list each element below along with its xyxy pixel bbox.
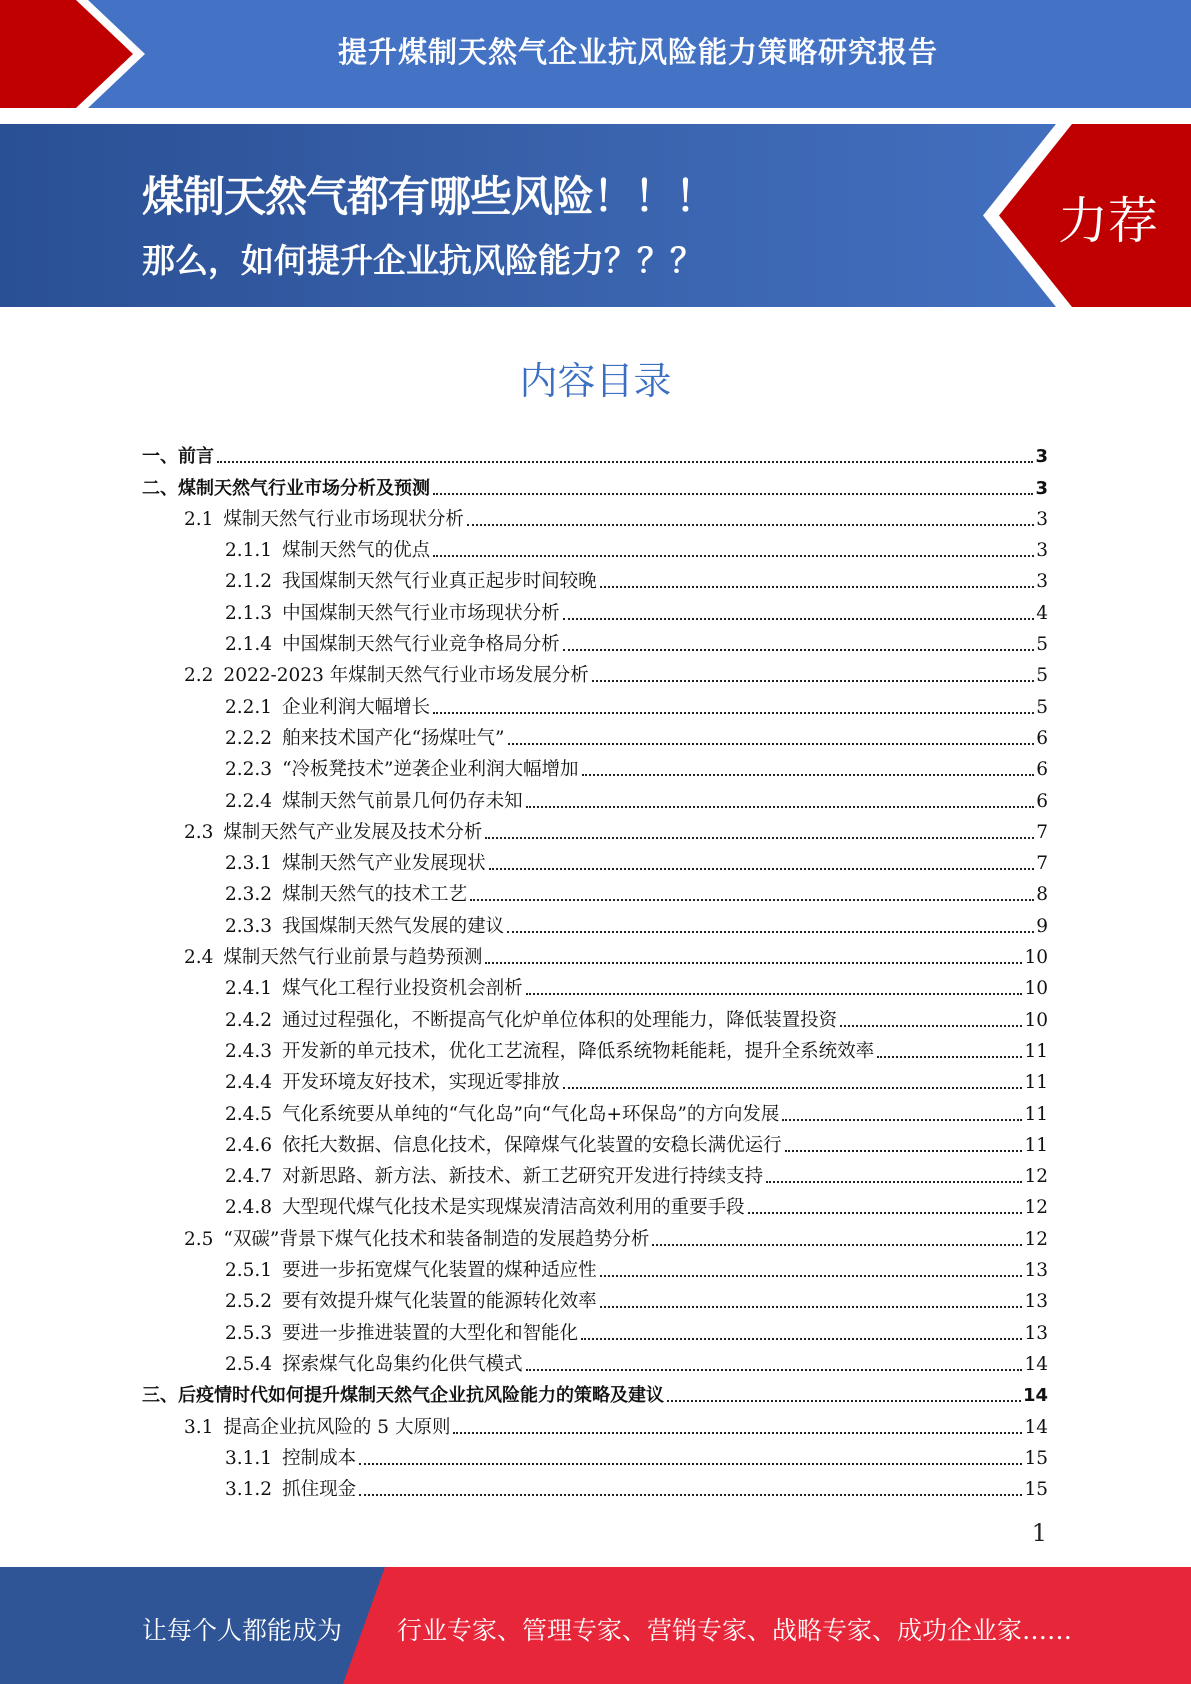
toc-entry-number: 2.2.3 <box>225 759 273 781</box>
toc-leader-dots <box>600 586 1035 588</box>
toc-entry[interactable] <box>142 1219 1048 1250</box>
headline-question: 那么，如何提升企业抗风险能力？？？ <box>142 241 703 280</box>
toc-entry-title: 气化系统要从单纯的“气化岛”向“气化岛+环保岛”的方向发展 <box>282 1103 780 1125</box>
toc-entry-label <box>142 446 214 468</box>
toc-entry-label <box>225 1041 874 1063</box>
toc-leader-dots <box>433 493 1033 495</box>
toc-entry[interactable] <box>142 687 1048 718</box>
toc-entry-title: 煤制天然气行业前景与趋势预测 <box>223 947 483 969</box>
toc-entry-label <box>225 1260 597 1282</box>
toc-entry-label <box>225 697 430 719</box>
toc-entry-page: 11 <box>1024 1040 1048 1062</box>
toc-entry-number: 2.2.4 <box>225 790 273 812</box>
toc-entry-title: 企业利润大幅增长 <box>282 696 431 718</box>
toc-entry-number: 2.2 <box>184 665 214 687</box>
toc-leader-dots <box>526 993 1023 995</box>
toc-entry-title: 煤制天然气产业发展现状 <box>282 853 486 875</box>
toc-entry-title: 依托大数据、信息化技术，保障煤气化装置的安稳长满优运行 <box>282 1134 782 1156</box>
toc-entry-label <box>225 1166 763 1188</box>
toc-entry-label <box>184 947 482 969</box>
toc-entry-number: 2.1 <box>184 508 214 530</box>
toc-entry[interactable] <box>142 593 1048 624</box>
toc-entry[interactable] <box>142 1094 1048 1125</box>
toc-entry-title: “冷板凳技术”逆袭企业利润大幅增加 <box>282 759 579 781</box>
toc-leader-dots <box>667 1400 1021 1402</box>
toc-entry[interactable] <box>142 1063 1048 1094</box>
table-of-contents <box>142 437 1048 1501</box>
toc-leader-dots <box>563 649 1035 651</box>
toc-entry-number: 2.5.1 <box>225 1260 273 1282</box>
footer-band <box>0 1567 1191 1684</box>
toc-entry[interactable] <box>142 844 1048 875</box>
toc-leader-dots <box>433 712 1034 714</box>
toc-entry-label <box>142 478 430 500</box>
toc-leader-dots <box>507 931 1034 933</box>
toc-leader-dots <box>453 1432 1022 1434</box>
toc-entry-page: 15 <box>1024 1479 1048 1501</box>
toc-entry-number: 2.2.1 <box>225 696 273 718</box>
toc-entry-number: 2.5 <box>184 1228 214 1250</box>
toc-entry[interactable] <box>142 1188 1048 1219</box>
toc-entry-label <box>225 791 523 813</box>
toc-leader-dots <box>526 806 1035 808</box>
toc-entry-page: 11 <box>1024 1134 1048 1156</box>
toc-entry[interactable] <box>142 1251 1048 1282</box>
toc-entry-page: 3 <box>1035 477 1048 499</box>
toc-entry-label <box>225 759 579 781</box>
toc-leader-dots <box>359 1494 1022 1496</box>
toc-entry[interactable] <box>142 906 1048 937</box>
toc-entry[interactable] <box>142 1157 1048 1188</box>
toc-entry-page: 11 <box>1024 1103 1048 1125</box>
toc-entry-number: 2.4 <box>184 947 214 969</box>
toc-entry[interactable] <box>142 719 1048 750</box>
toc-entry-number: 2.1.2 <box>225 571 273 593</box>
toc-entry-label <box>225 978 523 1000</box>
toc-entry-label <box>225 1197 745 1219</box>
toc-entry[interactable] <box>142 875 1048 906</box>
toc-entry-label <box>225 634 560 656</box>
toc-entry-label <box>225 1104 779 1126</box>
toc-entry-page: 3 <box>1036 508 1048 530</box>
toc-entry[interactable] <box>142 500 1048 531</box>
toc-entry-number: 2.4.4 <box>225 1072 273 1094</box>
report-title: 提升煤制天然气企业抗风险能力策略研究报告 <box>337 35 938 69</box>
toc-entry-label <box>225 603 560 625</box>
toc-entry-number: 2.2.2 <box>225 727 273 749</box>
toc-entry-page: 3 <box>1036 540 1048 562</box>
toc-entry[interactable] <box>142 1470 1048 1501</box>
toc-entry-number: 2.5.3 <box>225 1322 273 1344</box>
toc-entry-number: 2.3 <box>184 821 214 843</box>
toc-entry[interactable] <box>142 969 1048 1000</box>
toc-entry-page: 11 <box>1024 1072 1048 1094</box>
toc-entry-number: 2.4.3 <box>225 1040 273 1062</box>
toc-entry-title: 开发新的单元技术，优化工艺流程，降低系统物耗能耗，提升全系统效率 <box>282 1040 875 1062</box>
toc-entry-page: 4 <box>1036 602 1048 624</box>
toc-entry-number: 2.4.6 <box>225 1134 273 1156</box>
toc-entry-label <box>225 1072 560 1094</box>
toc-entry[interactable] <box>142 437 1048 468</box>
toc-entry-title: 煤制天然气的技术工艺 <box>282 884 468 906</box>
toc-entry[interactable] <box>142 1000 1048 1031</box>
toc-entry[interactable] <box>142 531 1048 562</box>
toc-entry-title: 抓住现金 <box>282 1479 357 1501</box>
footer-slogan-right: 行业专家、管理专家、营销专家、战略专家、成功企业家…… <box>397 1616 1073 1645</box>
toc-entry[interactable] <box>142 750 1048 781</box>
toc-entry-title: 开发环境友好技术，实现近零排放 <box>282 1072 560 1094</box>
toc-entry-label <box>184 665 589 687</box>
toc-entry-page: 14 <box>1024 1416 1048 1438</box>
toc-leader-dots <box>508 743 1035 745</box>
toc-entry-label <box>225 540 430 562</box>
toc-leader-dots <box>359 1463 1022 1465</box>
toc-entry-page: 6 <box>1036 790 1048 812</box>
toc-leader-dots <box>217 461 1033 463</box>
toc-entry-number: 2.4.2 <box>225 1009 273 1031</box>
toc-entry-page: 13 <box>1024 1291 1048 1313</box>
toc-entry-page: 8 <box>1036 884 1048 906</box>
toc-leader-dots <box>467 524 1034 526</box>
toc-entry-number: 2.1.3 <box>225 602 273 624</box>
toc-entry-title: 要进一步推进装置的大型化和智能化 <box>282 1322 579 1344</box>
toc-entry[interactable] <box>142 1376 1048 1407</box>
toc-entry-label <box>225 853 486 875</box>
toc-entry-label <box>142 1385 664 1407</box>
toc-leader-dots <box>581 1338 1022 1340</box>
toc-entry-title: 二、煤制天然气行业市场分析及预测 <box>142 477 430 499</box>
toc-heading: 内容目录 <box>519 359 672 403</box>
toc-entry-page: 12 <box>1024 1228 1048 1250</box>
toc-entry-title: 探索煤气化岛集约化供气模式 <box>282 1353 523 1375</box>
toc-entry-number: 2.5.4 <box>225 1353 273 1375</box>
toc-entry-title: 中国煤制天然气行业市场现状分析 <box>282 602 560 624</box>
toc-entry-title: “双碳”背景下煤气化技术和装备制造的发展趋势分析 <box>223 1228 650 1250</box>
toc-entry-number: 2.4.7 <box>225 1166 273 1188</box>
toc-entry-label <box>184 509 464 531</box>
toc-entry-number: 2.3.2 <box>225 884 273 906</box>
toc-leader-dots <box>433 555 1034 557</box>
toc-entry-page: 5 <box>1036 665 1048 687</box>
toc-entry-page: 3 <box>1035 446 1048 468</box>
toc-entry[interactable] <box>142 1439 1048 1470</box>
toc-entry[interactable] <box>142 813 1048 844</box>
toc-leader-dots <box>485 962 1022 964</box>
toc-entry-label <box>225 1010 837 1032</box>
toc-entry-title: 煤气化工程行业投资机会剖析 <box>282 978 523 1000</box>
footer-slogan-left: 让每个人都能成为 <box>142 1616 343 1645</box>
toc-entry-label <box>225 1291 597 1313</box>
toc-leader-dots <box>489 868 1035 870</box>
toc-entry[interactable] <box>142 468 1048 499</box>
toc-leader-dots <box>652 1244 1022 1246</box>
toc-entry-title: 我国煤制天然气行业真正起步时间较晚 <box>282 571 597 593</box>
toc-entry-label <box>225 728 505 750</box>
toc-leader-dots <box>748 1212 1023 1214</box>
toc-entry-label <box>184 1417 450 1439</box>
toc-entry-page: 7 <box>1036 853 1048 875</box>
toc-leader-dots <box>526 1369 1023 1371</box>
toc-entry-title: 煤制天然气前景几何仍存未知 <box>282 790 523 812</box>
toc-leader-dots <box>600 1275 1023 1277</box>
toc-entry-page: 3 <box>1036 571 1048 593</box>
toc-entry-title: 煤制天然气行业市场现状分析 <box>223 508 464 530</box>
toc-leader-dots <box>470 899 1034 901</box>
toc-entry-title: 舶来技术国产化“扬煤吐气” <box>282 727 505 749</box>
toc-entry[interactable] <box>142 1282 1048 1313</box>
toc-entry-title: 煤制天然气产业发展及技术分析 <box>223 821 483 843</box>
header-band <box>0 0 1191 108</box>
toc-entry-page: 12 <box>1024 1166 1048 1188</box>
toc-entry-number: 2.1.1 <box>225 540 273 562</box>
recommend-badge: 力荐 <box>1058 192 1158 250</box>
toc-leader-dots <box>782 1119 1022 1121</box>
toc-leader-dots <box>877 1056 1022 1058</box>
toc-entry[interactable] <box>142 1313 1048 1344</box>
toc-entry-title: 要有效提升煤气化装置的能源转化效率 <box>282 1291 597 1313</box>
toc-leader-dots <box>766 1181 1022 1183</box>
toc-entry-page: 15 <box>1024 1447 1048 1469</box>
toc-entry-label <box>225 1448 356 1470</box>
toc-entry-page: 5 <box>1036 696 1048 718</box>
toc-entry-number: 2.1.4 <box>225 634 273 656</box>
toc-leader-dots <box>582 774 1035 776</box>
toc-entry[interactable] <box>142 1345 1048 1376</box>
toc-entry-page: 9 <box>1036 915 1048 937</box>
toc-leader-dots <box>563 1087 1023 1089</box>
toc-leader-dots <box>592 680 1035 682</box>
toc-entry-number: 2.3.1 <box>225 853 273 875</box>
toc-entry-title: 提高企业抗风险的 5 大原则 <box>223 1416 451 1438</box>
toc-entry-title: 控制成本 <box>282 1447 357 1469</box>
toc-entry-number: 2.4.8 <box>225 1197 273 1219</box>
page-number: 1 <box>1031 1519 1047 1547</box>
toc-entry-number: 2.4.5 <box>225 1103 273 1125</box>
toc-entry-label <box>184 822 482 844</box>
toc-leader-dots <box>485 837 1034 839</box>
toc-entry-title: 中国煤制天然气行业竞争格局分析 <box>282 634 560 656</box>
toc-entry-page: 6 <box>1036 727 1048 749</box>
toc-entry-title: 一、前言 <box>142 446 214 468</box>
toc-entry-title: 对新思路、新方法、新技术、新工艺研究开发进行持续支持 <box>282 1166 764 1188</box>
toc-entry-label <box>225 1479 356 1501</box>
toc-entry-label <box>225 884 467 906</box>
toc-entry-page: 14 <box>1024 1353 1048 1375</box>
toc-entry[interactable] <box>142 938 1048 969</box>
toc-entry[interactable] <box>142 781 1048 812</box>
toc-entry-title: 我国煤制天然气发展的建议 <box>282 915 505 937</box>
toc-entry[interactable] <box>142 562 1048 593</box>
toc-entry-page: 10 <box>1024 1009 1048 1031</box>
toc-entry-title: 要进一步拓宽煤气化装置的煤种适应性 <box>282 1260 597 1282</box>
toc-entry[interactable] <box>142 1126 1048 1157</box>
toc-entry-label <box>225 916 504 938</box>
headline-risks: 煤制天然气都有哪些风险！！！ <box>142 172 717 221</box>
toc-entry-number: 3.1.2 <box>225 1479 273 1501</box>
toc-entry-page: 14 <box>1022 1385 1048 1407</box>
toc-entry-title: 大型现代煤气化技术是实现煤炭清洁高效利用的重要手段 <box>282 1197 745 1219</box>
toc-entry-page: 7 <box>1036 821 1048 843</box>
toc-entry-label <box>225 1323 578 1345</box>
toc-entry[interactable] <box>142 656 1048 687</box>
headline-banner <box>0 124 1191 307</box>
toc-leader-dots <box>600 1306 1023 1308</box>
toc-entry-title: 通过过程强化，不断提高气化炉单位体积的处理能力，降低装置投资 <box>282 1009 838 1031</box>
toc-entry[interactable] <box>142 1032 1048 1063</box>
toc-entry[interactable] <box>142 625 1048 656</box>
toc-entry[interactable] <box>142 1407 1048 1438</box>
toc-entry-page: 5 <box>1036 634 1048 656</box>
toc-entry-page: 10 <box>1024 947 1048 969</box>
toc-leader-dots <box>563 618 1035 620</box>
toc-entry-number: 2.5.2 <box>225 1291 273 1313</box>
toc-entry-title: 2022-2023 年煤制天然气行业市场发展分析 <box>223 665 589 687</box>
toc-entry-title: 煤制天然气的优点 <box>282 540 431 562</box>
toc-entry-page: 6 <box>1036 759 1048 781</box>
toc-entry-title: 三、后疫情时代如何提升煤制天然气企业抗风险能力的策略及建议 <box>142 1385 664 1407</box>
toc-entry-page: 12 <box>1024 1197 1048 1219</box>
toc-entry-label <box>184 1229 649 1251</box>
toc-leader-dots <box>785 1150 1023 1152</box>
toc-entry-page: 13 <box>1024 1322 1048 1344</box>
toc-entry-label <box>225 1135 782 1157</box>
toc-entry-page: 13 <box>1024 1260 1048 1282</box>
toc-entry-label <box>225 571 597 593</box>
toc-entry-number: 2.3.3 <box>225 915 273 937</box>
toc-leader-dots <box>840 1025 1022 1027</box>
toc-entry-number: 3.1 <box>184 1416 214 1438</box>
toc-entry-page: 10 <box>1024 978 1048 1000</box>
toc-entry-number: 2.4.1 <box>225 978 273 1000</box>
toc-entry-label <box>225 1354 523 1376</box>
toc-entry-number: 3.1.1 <box>225 1447 273 1469</box>
